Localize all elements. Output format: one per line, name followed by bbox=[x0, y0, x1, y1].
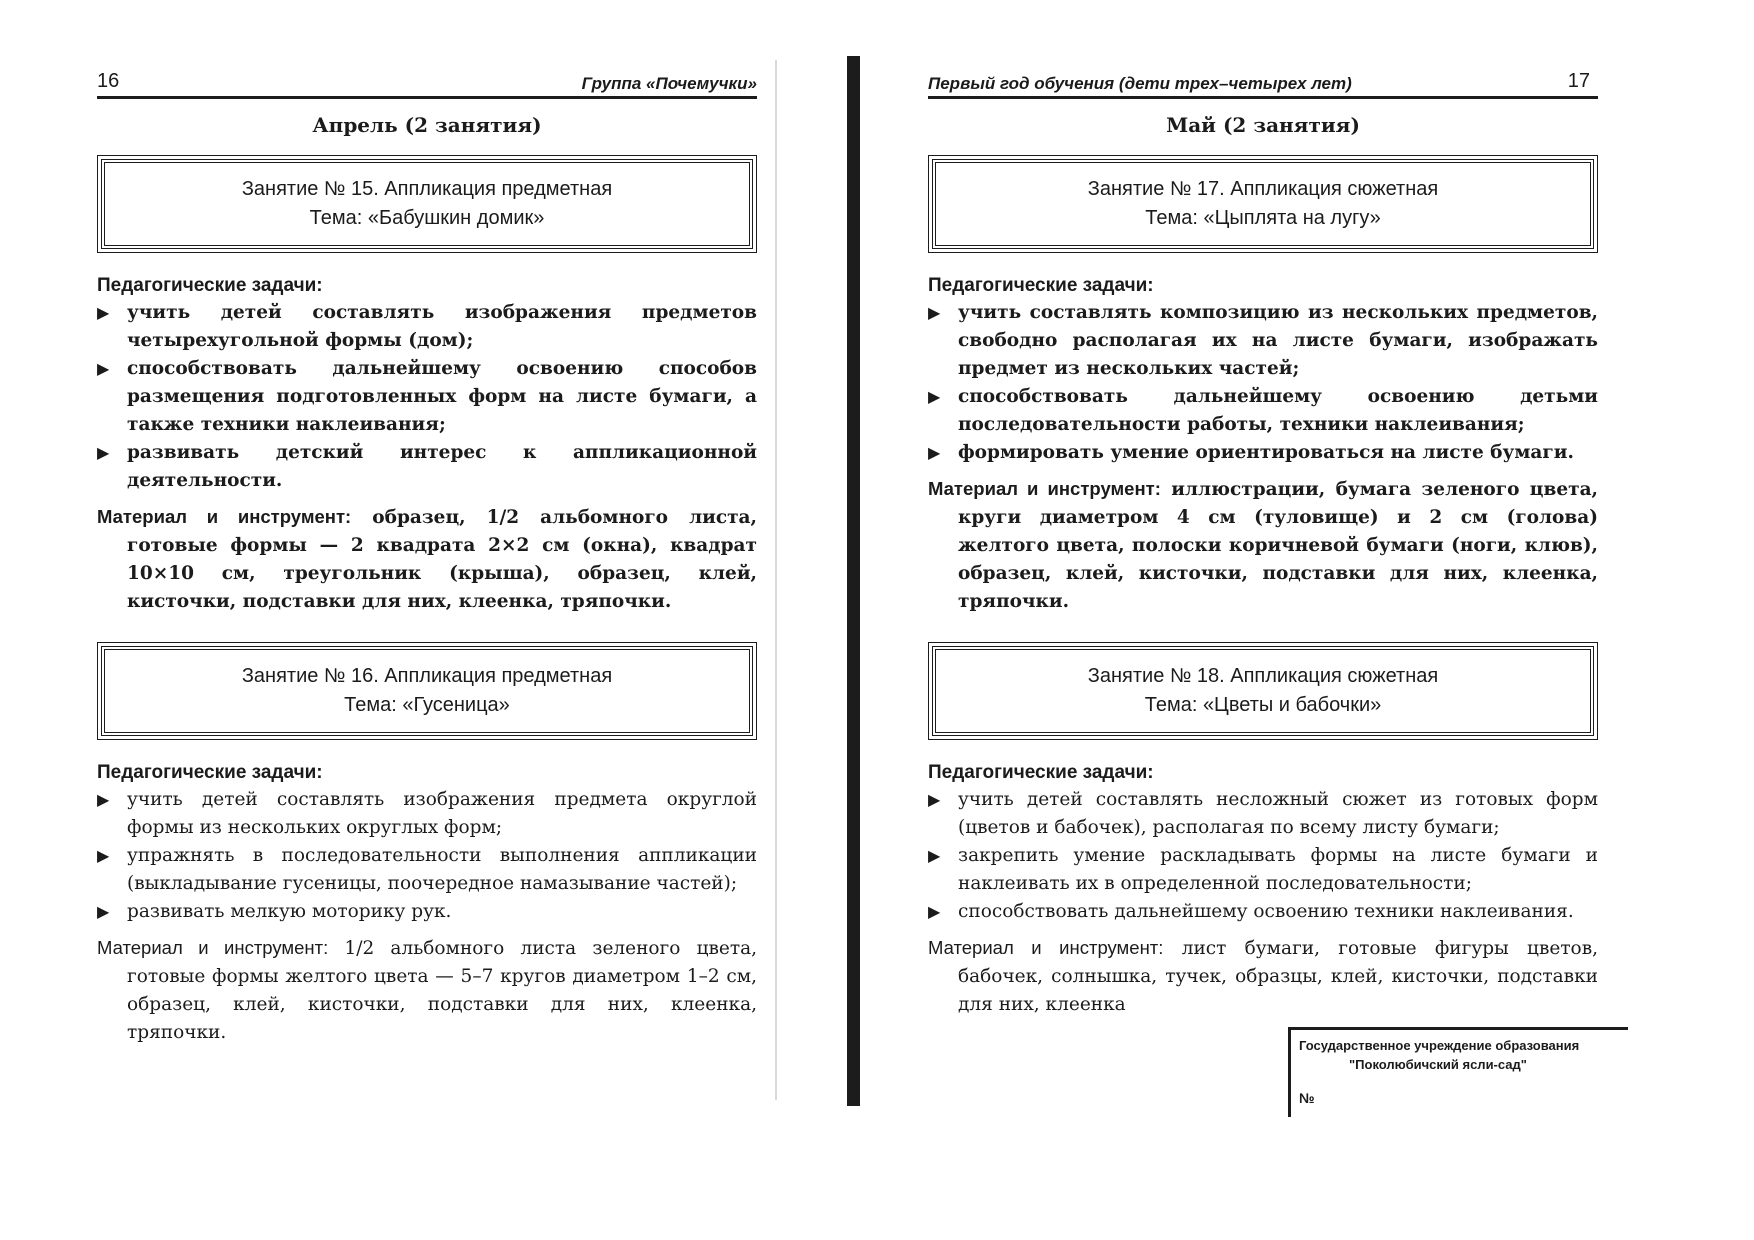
right-running-header bbox=[928, 66, 1598, 99]
materials-label: Материал и инструмент: bbox=[928, 937, 1164, 958]
lesson-17-tasks-label: Педагогические задачи: bbox=[928, 275, 1154, 296]
lesson-18-title: Занятие № 18. Аппликация сюжетная bbox=[1087, 665, 1439, 687]
lesson-15-title: Занятие № 15. Аппликация предметная bbox=[241, 178, 613, 200]
task-item: ▶ учить составлять композицию из нескольких предметов, свободно располагая их на листе бумаги, изображать предмет из нескольких частей; bbox=[928, 299, 1598, 383]
bullet-arrow-icon: ▶ bbox=[97, 790, 110, 809]
lesson-18-tasks-label: Педагогические задачи: bbox=[928, 762, 1154, 783]
bullet-arrow-icon: ▶ bbox=[97, 303, 110, 322]
bullet-arrow-icon: ▶ bbox=[928, 846, 941, 865]
lesson-16-section bbox=[97, 646, 757, 1047]
stamp-institution: Государственное учреждение образования bbox=[1299, 1038, 1580, 1053]
lesson-18-section bbox=[928, 646, 1598, 1019]
task-item: ▶ учить детей составлять несложный сюжет из готовых форм (цветов и бабочек), располагая по всему листу бумаги; bbox=[928, 786, 1598, 842]
lesson-16-materials bbox=[97, 934, 757, 1047]
bullet-arrow-icon: ▶ bbox=[97, 359, 110, 378]
bullet-arrow-icon: ▶ bbox=[928, 303, 941, 322]
lesson-18-task-list bbox=[928, 786, 1598, 926]
task-item: ▶ способствовать дальнейшему освоению техники наклеивания. bbox=[928, 898, 1598, 926]
right-running-head: Первый год обучения (дети трех–четырех лет) bbox=[928, 74, 1352, 93]
bullet-arrow-icon: ▶ bbox=[928, 443, 941, 462]
task-item: ▶ учить детей составлять изображения предмета округлой формы из нескольких округлых форм; bbox=[97, 786, 757, 842]
stamp-name: "Поколюбичский ясли-сад" bbox=[1349, 1057, 1527, 1072]
lesson-16-title: Занятие № 16. Аппликация предметная bbox=[241, 665, 613, 687]
bullet-arrow-icon: ▶ bbox=[928, 790, 941, 809]
lesson-17-box bbox=[932, 159, 1594, 249]
lesson-15-theme: Тема: «Бабушкин домик» bbox=[309, 207, 545, 229]
lesson-16-box bbox=[101, 646, 753, 736]
left-page bbox=[97, 66, 757, 1077]
lesson-18-theme: Тема: «Цветы и бабочки» bbox=[1144, 694, 1382, 716]
book-spine bbox=[847, 56, 860, 1106]
materials-label: Материал и инструмент: bbox=[97, 937, 329, 958]
task-item: ▶ формировать умение ориентироваться на листе бумаги. bbox=[928, 439, 1598, 467]
lesson-17-task-list bbox=[928, 299, 1598, 467]
right-page-number: 17 bbox=[1567, 70, 1590, 92]
lesson-16-task-list bbox=[97, 786, 757, 926]
lesson-15-materials bbox=[97, 503, 757, 616]
materials-text: образец, 1/2 альбомного листа, готовые формы — 2 квадрата 2×2 см (окна), квадрат 10×10 см, треугольник (крыша), образец, клей, кисточки, подставки для них, клеенка, тряпочки. bbox=[127, 507, 757, 612]
task-item: ▶ способствовать дальнейшему освоению способов размещения подготовленных форм на листе бумаги, а также техники наклеивания; bbox=[97, 355, 757, 439]
lesson-16-theme: Тема: «Гусеница» bbox=[344, 694, 510, 716]
lesson-18-materials bbox=[928, 934, 1598, 1019]
left-page-number: 16 bbox=[97, 70, 120, 92]
lesson-15-tasks-label: Педагогические задачи: bbox=[97, 275, 323, 296]
bullet-arrow-icon: ▶ bbox=[97, 846, 110, 865]
library-stamp bbox=[1288, 1027, 1628, 1117]
task-item: ▶ способствовать дальнейшему освоению детьми последовательности работы, техники наклеивания; bbox=[928, 383, 1598, 439]
task-item: ▶ развивать мелкую моторику рук. bbox=[97, 898, 757, 926]
lesson-17-theme: Тема: «Цыплята на лугу» bbox=[1145, 207, 1381, 229]
task-item: ▶ развивать детский интерес к аппликационной деятельности. bbox=[97, 439, 757, 495]
stamp-number: № bbox=[1299, 1090, 1315, 1106]
left-month-heading: Апрель (2 занятия) bbox=[312, 113, 542, 137]
materials-text: иллюстрации, бумага зеленого цвета, круги диаметром 4 см (туловище) и 2 см (голова) желтого цвета, полоски коричневой бумаги (ноги, клюв), образец, клей, кисточки, подставки для них, клеенка, тряпочки. bbox=[958, 479, 1598, 612]
lesson-17-title: Занятие № 17. Аппликация сюжетная bbox=[1087, 178, 1439, 200]
bullet-arrow-icon: ▶ bbox=[928, 387, 941, 406]
right-month-heading: Май (2 занятия) bbox=[1166, 113, 1360, 137]
lesson-16-tasks-label: Педагогические задачи: bbox=[97, 762, 323, 783]
lesson-15-box bbox=[101, 159, 753, 249]
materials-label: Материал и инструмент: bbox=[97, 506, 352, 527]
materials-text: лист бумаги, готовые фигуры цветов, бабочек, солнышка, тучек, образцы, клей, кисточки, подставки для них, клеенка bbox=[958, 938, 1598, 1015]
lesson-15-task-list bbox=[97, 299, 757, 495]
lesson-17-materials bbox=[928, 475, 1598, 616]
left-page-edge bbox=[775, 60, 777, 1100]
materials-label: Материал и инструмент: bbox=[928, 478, 1161, 499]
right-page bbox=[928, 66, 1598, 1049]
bullet-arrow-icon: ▶ bbox=[97, 902, 110, 921]
bullet-arrow-icon: ▶ bbox=[97, 443, 110, 462]
task-item: ▶ учить детей составлять изображения предметов четырехугольной формы (дом); bbox=[97, 299, 757, 355]
task-item: ▶ закрепить умение раскладывать формы на листе бумаги и наклеивать их в определенной последовательности; bbox=[928, 842, 1598, 898]
materials-text: 1/2 альбомного листа зеленого цвета, готовые формы желтого цвета — 5–7 кругов диаметром 1–2 см, образец, клей, кисточки, подставки для них, клеенка, тряпочки. bbox=[127, 938, 757, 1043]
left-running-head: Группа «Почемучки» bbox=[581, 74, 757, 93]
left-running-header bbox=[97, 66, 757, 99]
lesson-18-box bbox=[932, 646, 1594, 736]
bullet-arrow-icon: ▶ bbox=[928, 902, 941, 921]
task-item: ▶ упражнять в последовательности выполнения аппликации (выкладывание гусеницы, поочередное намазывание частей); bbox=[97, 842, 757, 898]
